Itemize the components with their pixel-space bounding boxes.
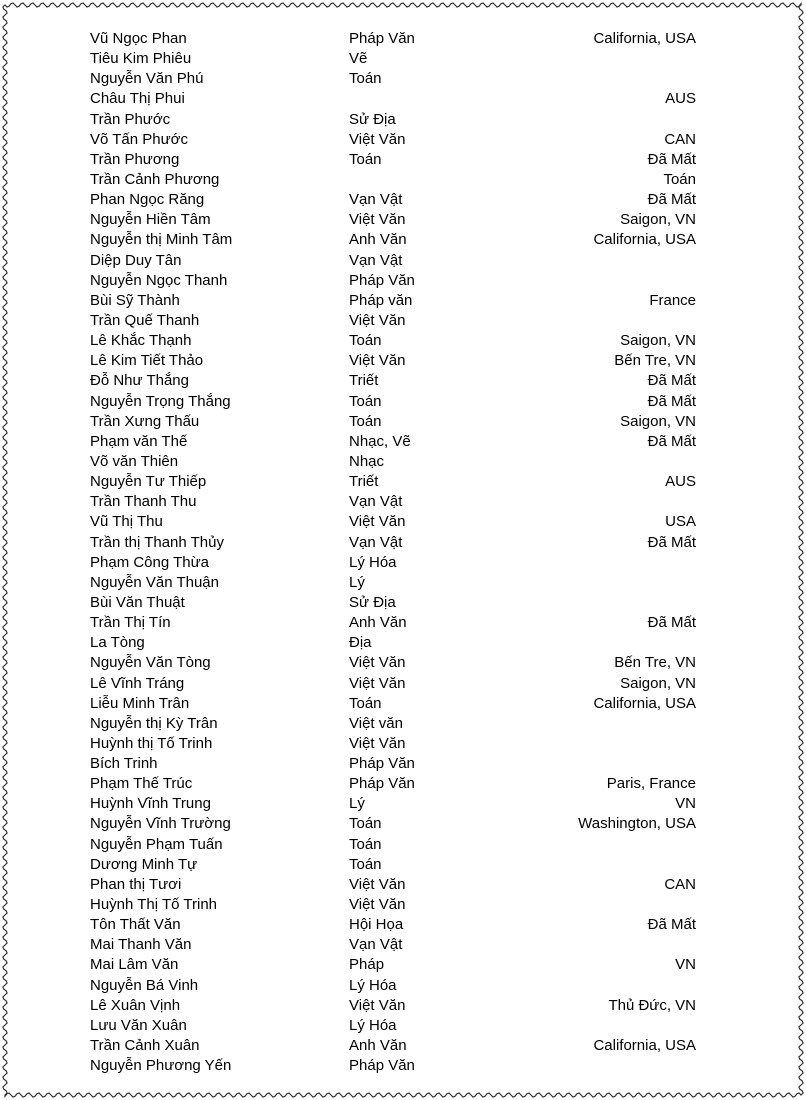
teacher-name: Mai Thanh Văn [90,936,192,954]
teacher-name: La Tòng [90,634,145,652]
teacher-location: Bến Tre, VN [614,654,696,672]
roster-row [90,533,696,553]
teacher-name: Huỳnh Thị Tố Trinh [90,896,218,914]
roster-row [90,935,696,955]
teacher-subject: Việt Văn [349,130,406,148]
teacher-subject: Pháp Văn [349,1057,415,1075]
teacher-location [499,1016,696,1036]
teacher-subject: Việt Văn [349,352,406,370]
teacher-name: Phạm Công Thừa [90,553,209,571]
teacher-location: Saigon, VN [620,332,696,350]
teacher-name: Trần Cảnh Phương [90,170,220,188]
teacher-subject: Triết [349,473,379,491]
roster-row [90,996,696,1016]
teacher-subject: Lý Hóa [349,1016,397,1034]
teacher-name: Trần Cảnh Xuân [90,1037,200,1055]
teacher-location: Bến Tre, VN [614,352,696,370]
teacher-location [499,573,696,593]
teacher-name: Trần Phước [90,110,171,128]
teacher-name: Tiêu Kim Phiêu [90,50,192,68]
roster-row [90,976,696,996]
teacher-subject: Vạn Vật [349,533,403,551]
teacher-subject: Toán [349,855,382,873]
teacher-subject: Toán [349,392,382,410]
teacher-location [499,714,696,734]
roster-row [90,895,696,915]
roster-row [90,412,696,432]
teacher-subject: Việt Văn [349,896,406,914]
teacher-subject: Pháp Văn [349,30,415,47]
teacher-location: CAN [664,875,696,893]
teacher-subject: Lý Hóa [349,553,397,571]
teacher-subject: Pháp Văn [349,271,415,289]
teacher-location [499,633,696,653]
roster-row [90,49,696,69]
teacher-subject: Lý [349,573,365,591]
teacher-name: Trần thị Thanh Thủy [90,533,224,551]
teacher-location: California, USA [593,30,696,47]
teacher-location [499,1056,696,1076]
teacher-name: Nguyễn Ngọc Thanh [90,271,228,289]
teacher-location: Toán [663,170,696,188]
teacher-subject: Toán [349,412,382,430]
roster-row [90,150,696,170]
teacher-name: Trần Thị Tín [90,614,171,632]
teacher-subject: Toán [349,815,382,833]
teacher-subject: Việt Văn [349,875,406,893]
teacher-location: VN [675,795,696,813]
roster-row [90,814,696,834]
teacher-location [499,110,696,130]
teacher-subject: Việt Văn [349,211,406,229]
roster-row [90,734,696,754]
teacher-subject: Nhạc, Vẽ [349,432,411,450]
teacher-subject: Triết [349,372,379,390]
roster-row [90,1056,696,1076]
teacher-location [499,593,696,613]
roster-row [90,130,696,150]
teacher-subject: Việt Văn [349,734,406,752]
roster-row [90,170,696,190]
teacher-subject: Việt Văn [349,674,406,692]
teacher-subject: Toán [349,150,382,168]
teacher-location: Saigon, VN [620,674,696,692]
teacher-location: Washington, USA [578,815,696,833]
teacher-location [499,492,696,512]
teacher-subject: Pháp văn [349,291,413,309]
roster-row [90,452,696,472]
teacher-location [499,976,696,996]
teacher-subject: Vẽ [349,50,368,68]
teacher-location: Đã Mất [647,191,696,209]
teacher-name: Trần Quế Thanh [90,311,200,329]
teacher-subject: Vạn Vật [349,251,403,269]
teacher-name: Nguyễn Văn Thuận [90,573,219,591]
teacher-subject [349,170,499,190]
teacher-name: Tôn Thất Văn [90,916,181,934]
teacher-name: Nguyễn Phạm Tuấn [90,835,223,853]
teacher-name: Trần Phương [90,150,180,168]
teacher-subject: Việt Văn [349,311,406,329]
roster-row [90,674,696,694]
teacher-location: Saigon, VN [620,211,696,229]
teacher-location: France [649,291,696,309]
teacher-location [499,895,696,915]
roster-row [90,754,696,774]
teacher-name: Lê Vĩnh Tráng [90,674,185,692]
teacher-subject: Việt Văn [349,513,406,531]
teacher-name: Phan thị Tươi [90,875,182,893]
teacher-location: Đã Mất [647,432,696,450]
roster-row [90,271,696,291]
teacher-name: Diệp Duy Tân [90,251,182,269]
teacher-location [499,311,696,331]
teacher-name: Châu Thị Phui [90,90,185,108]
teacher-name: Nguyễn Văn Tòng [90,654,211,672]
roster-row [90,593,696,613]
teacher-location [499,835,696,855]
roster-row [90,190,696,210]
teacher-name: Phạm Thế Trúc [90,775,193,793]
teacher-subject: Anh Văn [349,1037,407,1055]
roster-row [90,89,696,109]
teacher-name: Phạm văn Thế [90,432,188,450]
roster-row [90,230,696,250]
teacher-location: CAN [664,130,696,148]
teacher-subject: Sử Địa [349,110,396,128]
teacher-name: Dương Minh Tự [90,855,198,873]
roster-row [90,472,696,492]
teacher-name: Võ Tấn Phước [90,130,188,148]
teacher-location: California, USA [593,231,696,249]
teacher-location: AUS [665,473,696,491]
teacher-name: Nguyễn thị Minh Tâm [90,231,233,249]
teacher-location [499,251,696,271]
roster-row [90,915,696,935]
teacher-location [499,855,696,875]
teacher-name: Huỳnh thị Tố Trinh [90,734,213,752]
teacher-name: Trần Thanh Thu [90,493,197,511]
teacher-subject: Địa [349,634,372,652]
teacher-location: VN [675,956,696,974]
teacher-location [499,49,696,69]
roster-row [90,553,696,573]
roster-row [90,291,696,311]
teacher-name: Liễu Minh Trân [90,694,190,712]
teacher-location: California, USA [593,694,696,712]
roster-row [90,714,696,734]
roster-row [90,613,696,633]
roster-row [90,955,696,975]
teacher-subject: Việt văn [349,714,403,732]
roster-row [90,251,696,271]
teacher-name: Nguyễn Tư Thiếp [90,473,207,491]
teacher-location [499,452,696,472]
teacher-name: Nguyễn Bá Vinh [90,976,199,994]
teacher-name: Nguyễn Hiền Tâm [90,211,211,229]
teacher-location: Đã Mất [647,614,696,632]
roster-row [90,492,696,512]
roster-row [90,855,696,875]
teacher-subject: Pháp [349,956,385,974]
teacher-location: California, USA [593,1037,696,1055]
teacher-location [499,935,696,955]
roster-row [90,331,696,351]
teacher-subject: Sử Địa [349,593,396,611]
teacher-location: Saigon, VN [620,412,696,430]
teacher-name: Bùi Sỹ Thành [90,291,180,309]
teacher-name: Võ văn Thiên [90,452,179,470]
teacher-name: Nguyễn thị Kỳ Trân [90,714,218,732]
roster-row [90,835,696,855]
teacher-name: Bích Trinh [90,755,158,773]
teacher-location: Đã Mất [647,392,696,410]
teacher-subject: Hội Họa [349,916,404,934]
teacher-location [499,553,696,573]
roster-row [90,351,696,371]
teacher-subject: Lý Hóa [349,976,397,994]
teacher-name: Nguyễn Trọng Thắng [90,392,231,410]
teacher-name: Phan Ngọc Răng [90,191,205,209]
teacher-name: Đỗ Như Thắng [90,372,189,390]
teacher-location: Đã Mất [647,533,696,551]
teacher-subject: Pháp Văn [349,755,415,773]
teacher-name: Trần Xưng Thấu [90,412,200,430]
roster-row [90,1036,696,1056]
roster-row [90,432,696,452]
roster-row [90,69,696,89]
teacher-name: Mai Lâm Văn [90,956,179,974]
teacher-subject: Pháp Văn [349,775,415,793]
teacher-location: USA [665,513,696,531]
teacher-roster [90,29,696,1076]
roster-row [90,573,696,593]
teacher-name: Vũ Thị Thu [90,513,163,531]
teacher-location: Đã Mất [647,150,696,168]
teacher-subject [349,89,499,109]
roster-row [90,1016,696,1036]
roster-row [90,633,696,653]
teacher-location [499,754,696,774]
teacher-subject: Lý [349,795,365,813]
teacher-location: Paris, France [606,775,696,793]
roster-row [90,653,696,673]
teacher-name: Bùi Văn Thuật [90,593,185,611]
roster-row [90,311,696,331]
teacher-subject: Việt Văn [349,654,406,672]
teacher-location [499,734,696,754]
roster-row [90,794,696,814]
teacher-subject: Vạn Vật [349,936,403,954]
teacher-name: Lê Khắc Thạnh [90,332,192,350]
teacher-subject: Vạn Vật [349,191,403,209]
teacher-location: Đã Mất [647,372,696,390]
teacher-location: Thủ Đức, VN [608,996,696,1014]
teacher-subject: Nhạc [349,452,385,470]
teacher-name: Nguyễn Phương Yến [90,1057,232,1075]
roster-row [90,210,696,230]
teacher-name: Vũ Ngọc Phan [90,30,187,47]
teacher-name: Lưu Văn Xuân [90,1016,187,1034]
teacher-subject: Toán [349,694,382,712]
teacher-location: Đã Mất [647,916,696,934]
teacher-name: Lê Kim Tiết Thảo [90,352,204,370]
roster-row [90,774,696,794]
roster-row [90,29,696,49]
roster-row [90,512,696,532]
teacher-name: Nguyễn Vĩnh Trường [90,815,231,833]
teacher-subject: Việt Văn [349,996,406,1014]
teacher-location: AUS [665,90,696,108]
teacher-subject: Anh Văn [349,231,407,249]
roster-row [90,392,696,412]
teacher-subject: Vạn Vật [349,493,403,511]
teacher-subject: Toán [349,332,382,350]
roster-row [90,875,696,895]
teacher-subject: Anh Văn [349,614,407,632]
teacher-subject: Toán [349,70,382,88]
teacher-location [499,69,696,89]
teacher-location [499,271,696,291]
roster-row [90,371,696,391]
roster-row [90,110,696,130]
teacher-subject: Toán [349,835,382,853]
teacher-name: Nguyễn Văn Phú [90,70,204,88]
roster-row [90,694,696,714]
teacher-name: Huỳnh Vĩnh Trung [90,795,211,813]
teacher-name: Lê Xuân Vịnh [90,996,181,1014]
